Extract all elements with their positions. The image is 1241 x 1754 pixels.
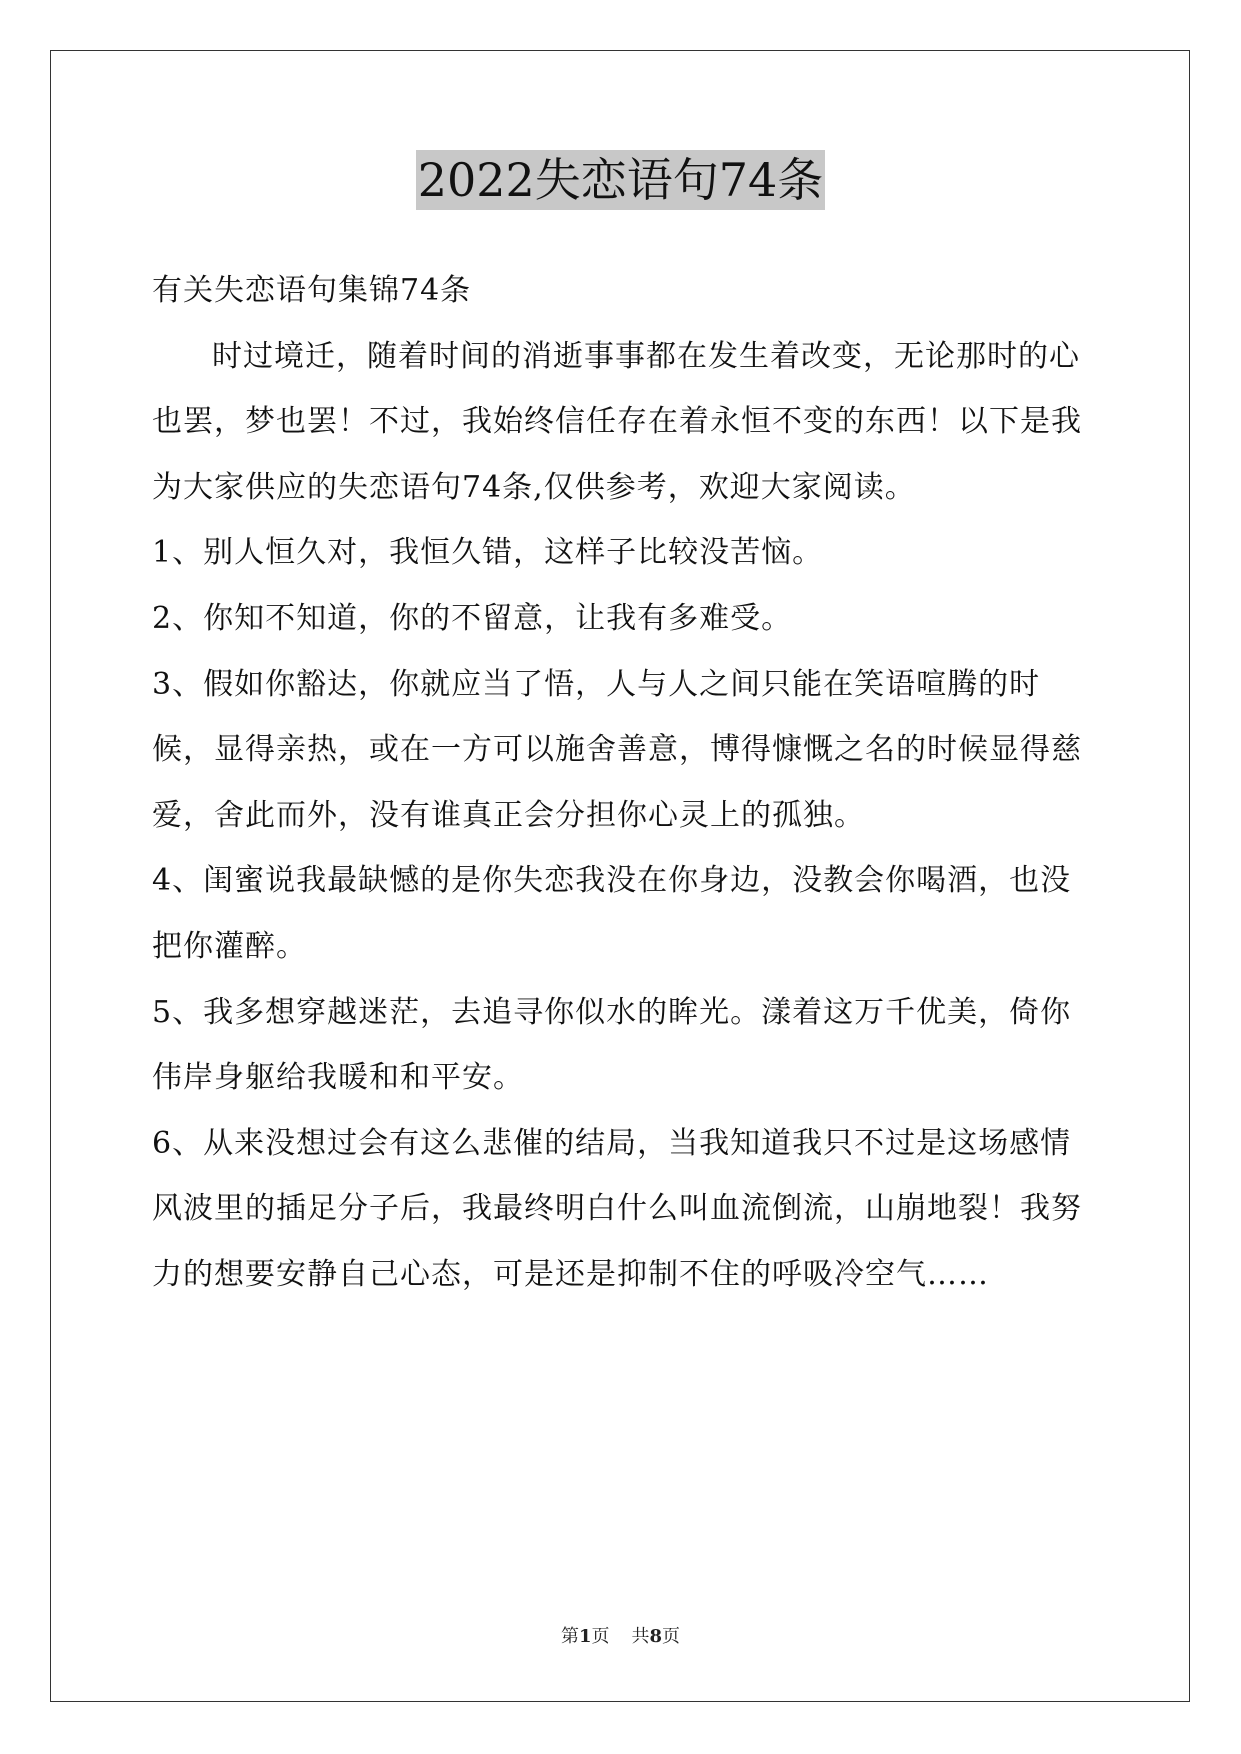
page-suffix: 页 <box>591 1626 610 1647</box>
list-item: 2、你知不知道，你的不留意，让我有多难受。 <box>152 600 793 636</box>
title-container <box>0 150 1241 210</box>
total-suffix: 页 <box>662 1626 681 1647</box>
document-body <box>152 258 1097 1308</box>
document-subtitle: 有关失恋语句集锦74条 <box>152 273 472 308</box>
document-title: 2022失恋语句74条 <box>416 150 826 210</box>
page-prefix: 第 <box>560 1626 579 1647</box>
list-item: 6、从来没想过会有这么悲催的结局，当我知道我只不过是这场感情风波里的插足分子后，我最终明白什么叫血流倒流，山崩地裂！我努力的想要安静自己心态，可是还是抑制不住的呼吸冷空气…… <box>152 1125 1082 1292</box>
page-footer <box>0 1622 1241 1648</box>
current-page-number: 1 <box>578 1626 592 1647</box>
list-item: 3、假如你豁达，你就应当了悟，人与人之间只能在笑语喧腾的时候，显得亲热，或在一方可以施舍善意，博得慷慨之名的时候显得慈爱，舍此而外，没有谁真正会分担你心灵上的孤独。 <box>152 666 1082 833</box>
total-prefix: 共 <box>631 1626 650 1647</box>
total-pages-number: 8 <box>649 1626 663 1647</box>
list-item: 4、闺蜜说我最缺憾的是你失恋我没在你身边，没教会你喝酒，也没把你灌醉。 <box>152 863 1072 964</box>
list-item: 5、我多想穿越迷茫，去追寻你似水的眸光。漾着这万千优美，倚你伟岸身躯给我暖和和平安。 <box>152 994 1072 1096</box>
intro-paragraph: 时过境迁，随着时间的消逝事事都在发生着改变，无论那时的心也罢，梦也罢！不过，我始终信任存在着永恒不变的东西！以下是我为大家供应的失恋语句74条,仅供参考，欢迎大家阅读。 <box>152 338 1082 505</box>
list-item: 1、别人恒久对，我恒久错，这样子比较没苦恼。 <box>152 535 824 571</box>
